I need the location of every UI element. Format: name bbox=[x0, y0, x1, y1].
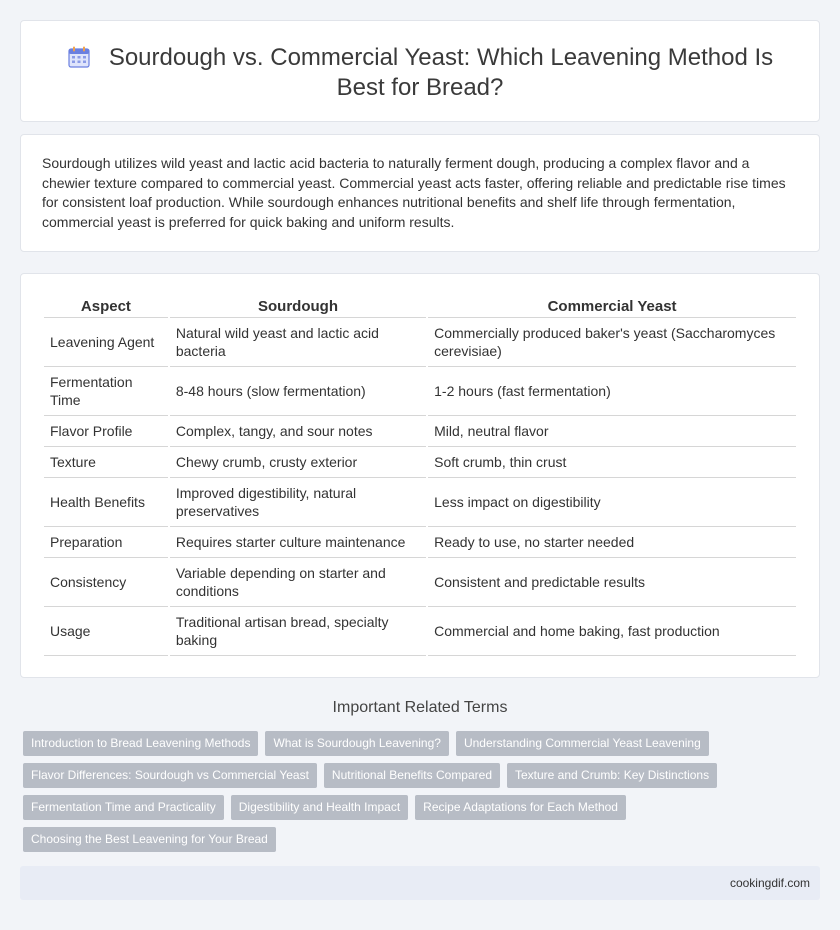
column-header-commercial-yeast: Commercial Yeast bbox=[428, 296, 796, 318]
table-cell: Natural wild yeast and lactic acid bacteria bbox=[170, 318, 426, 367]
table-cell: Preparation bbox=[44, 527, 168, 558]
related-tag-digestibility[interactable]: Digestibility and Health Impact bbox=[231, 795, 408, 820]
table-cell: Ready to use, no starter needed bbox=[428, 527, 796, 558]
table-cell: Requires starter culture maintenance bbox=[170, 527, 426, 558]
table-cell: Chewy crumb, crusty exterior bbox=[170, 447, 426, 478]
column-header-aspect: Aspect bbox=[44, 296, 168, 318]
table-cell: Health Benefits bbox=[44, 478, 168, 527]
related-tag-nutritional-benefits[interactable]: Nutritional Benefits Compared bbox=[324, 763, 500, 788]
related-tag-recipe-adaptations[interactable]: Recipe Adaptations for Each Method bbox=[415, 795, 626, 820]
table-row bbox=[44, 478, 796, 527]
title-card bbox=[20, 20, 820, 122]
table-cell: Commercially produced baker's yeast (Saccharomyces cerevisiae) bbox=[428, 318, 796, 367]
intro-card bbox=[20, 134, 820, 252]
table-cell: Fermentation Time bbox=[44, 367, 168, 416]
related-tag-what-is-sourdough[interactable]: What is Sourdough Leavening? bbox=[265, 731, 448, 756]
table-cell: Variable depending on starter and conditions bbox=[170, 558, 426, 607]
table-cell: Complex, tangy, and sour notes bbox=[170, 416, 426, 447]
related-tag-introduction[interactable]: Introduction to Bread Leavening Methods bbox=[23, 731, 258, 756]
table-cell: Mild, neutral flavor bbox=[428, 416, 796, 447]
table-row bbox=[44, 558, 796, 607]
page-title: Sourdough vs. Commercial Yeast: Which Leavening Method Is Best for Bread? bbox=[108, 44, 774, 101]
related-tag-choosing-best-leavening[interactable]: Choosing the Best Leavening for Your Bread bbox=[23, 827, 276, 852]
related-terms-tags bbox=[23, 731, 823, 859]
table-row bbox=[44, 318, 796, 367]
related-tag-texture-and-crumb[interactable]: Texture and Crumb: Key Distinctions bbox=[507, 763, 717, 788]
table-cell: Less impact on digestibility bbox=[428, 478, 796, 527]
related-tag-understanding-commercial-yeast[interactable]: Understanding Commercial Yeast Leavening bbox=[456, 731, 709, 756]
table-cell: Traditional artisan bread, specialty baking bbox=[170, 607, 426, 656]
comparison-table-card bbox=[20, 273, 820, 678]
table-row bbox=[44, 607, 796, 656]
table-row bbox=[44, 416, 796, 447]
comparison-table bbox=[42, 296, 798, 656]
footer-site-name[interactable]: cookingdif.com bbox=[729, 876, 810, 890]
table-cell: 8-48 hours (slow fermentation) bbox=[170, 367, 426, 416]
table-row bbox=[44, 527, 796, 558]
table-cell: Flavor Profile bbox=[44, 416, 168, 447]
table-cell: Soft crumb, thin crust bbox=[428, 447, 796, 478]
intro-paragraph: Sourdough utilizes wild yeast and lactic acid bacteria to naturally ferment dough, producing a complex flavor and a chewier texture compared to commercial yeast. Commercial yeast acts faster, offering reliable and predictable rise times for consistent loaf production. While sourdough enhances nutritional benefits and shelf life through fermentation, commercial yeast is preferred for quick baking and uniform results. bbox=[42, 155, 786, 230]
column-header-sourdough: Sourdough bbox=[170, 296, 426, 318]
table-cell: Commercial and home baking, fast production bbox=[428, 607, 796, 656]
related-tag-fermentation-time[interactable]: Fermentation Time and Practicality bbox=[23, 795, 224, 820]
table-cell: Improved digestibility, natural preservatives bbox=[170, 478, 426, 527]
related-terms-heading: Important Related Terms bbox=[332, 699, 508, 716]
table-cell: 1-2 hours (fast fermentation) bbox=[428, 367, 796, 416]
calendar-icon bbox=[67, 45, 91, 69]
table-cell: Consistency bbox=[44, 558, 168, 607]
table-cell: Texture bbox=[44, 447, 168, 478]
table-row bbox=[44, 447, 796, 478]
table-cell: Consistent and predictable results bbox=[428, 558, 796, 607]
footer bbox=[20, 866, 820, 900]
table-row bbox=[44, 367, 796, 416]
table-cell: Leavening Agent bbox=[44, 318, 168, 367]
page-title-wrap bbox=[61, 43, 779, 103]
table-cell: Usage bbox=[44, 607, 168, 656]
table-header-row bbox=[44, 296, 796, 318]
related-tag-flavor-differences[interactable]: Flavor Differences: Sourdough vs Commercial Yeast bbox=[23, 763, 317, 788]
